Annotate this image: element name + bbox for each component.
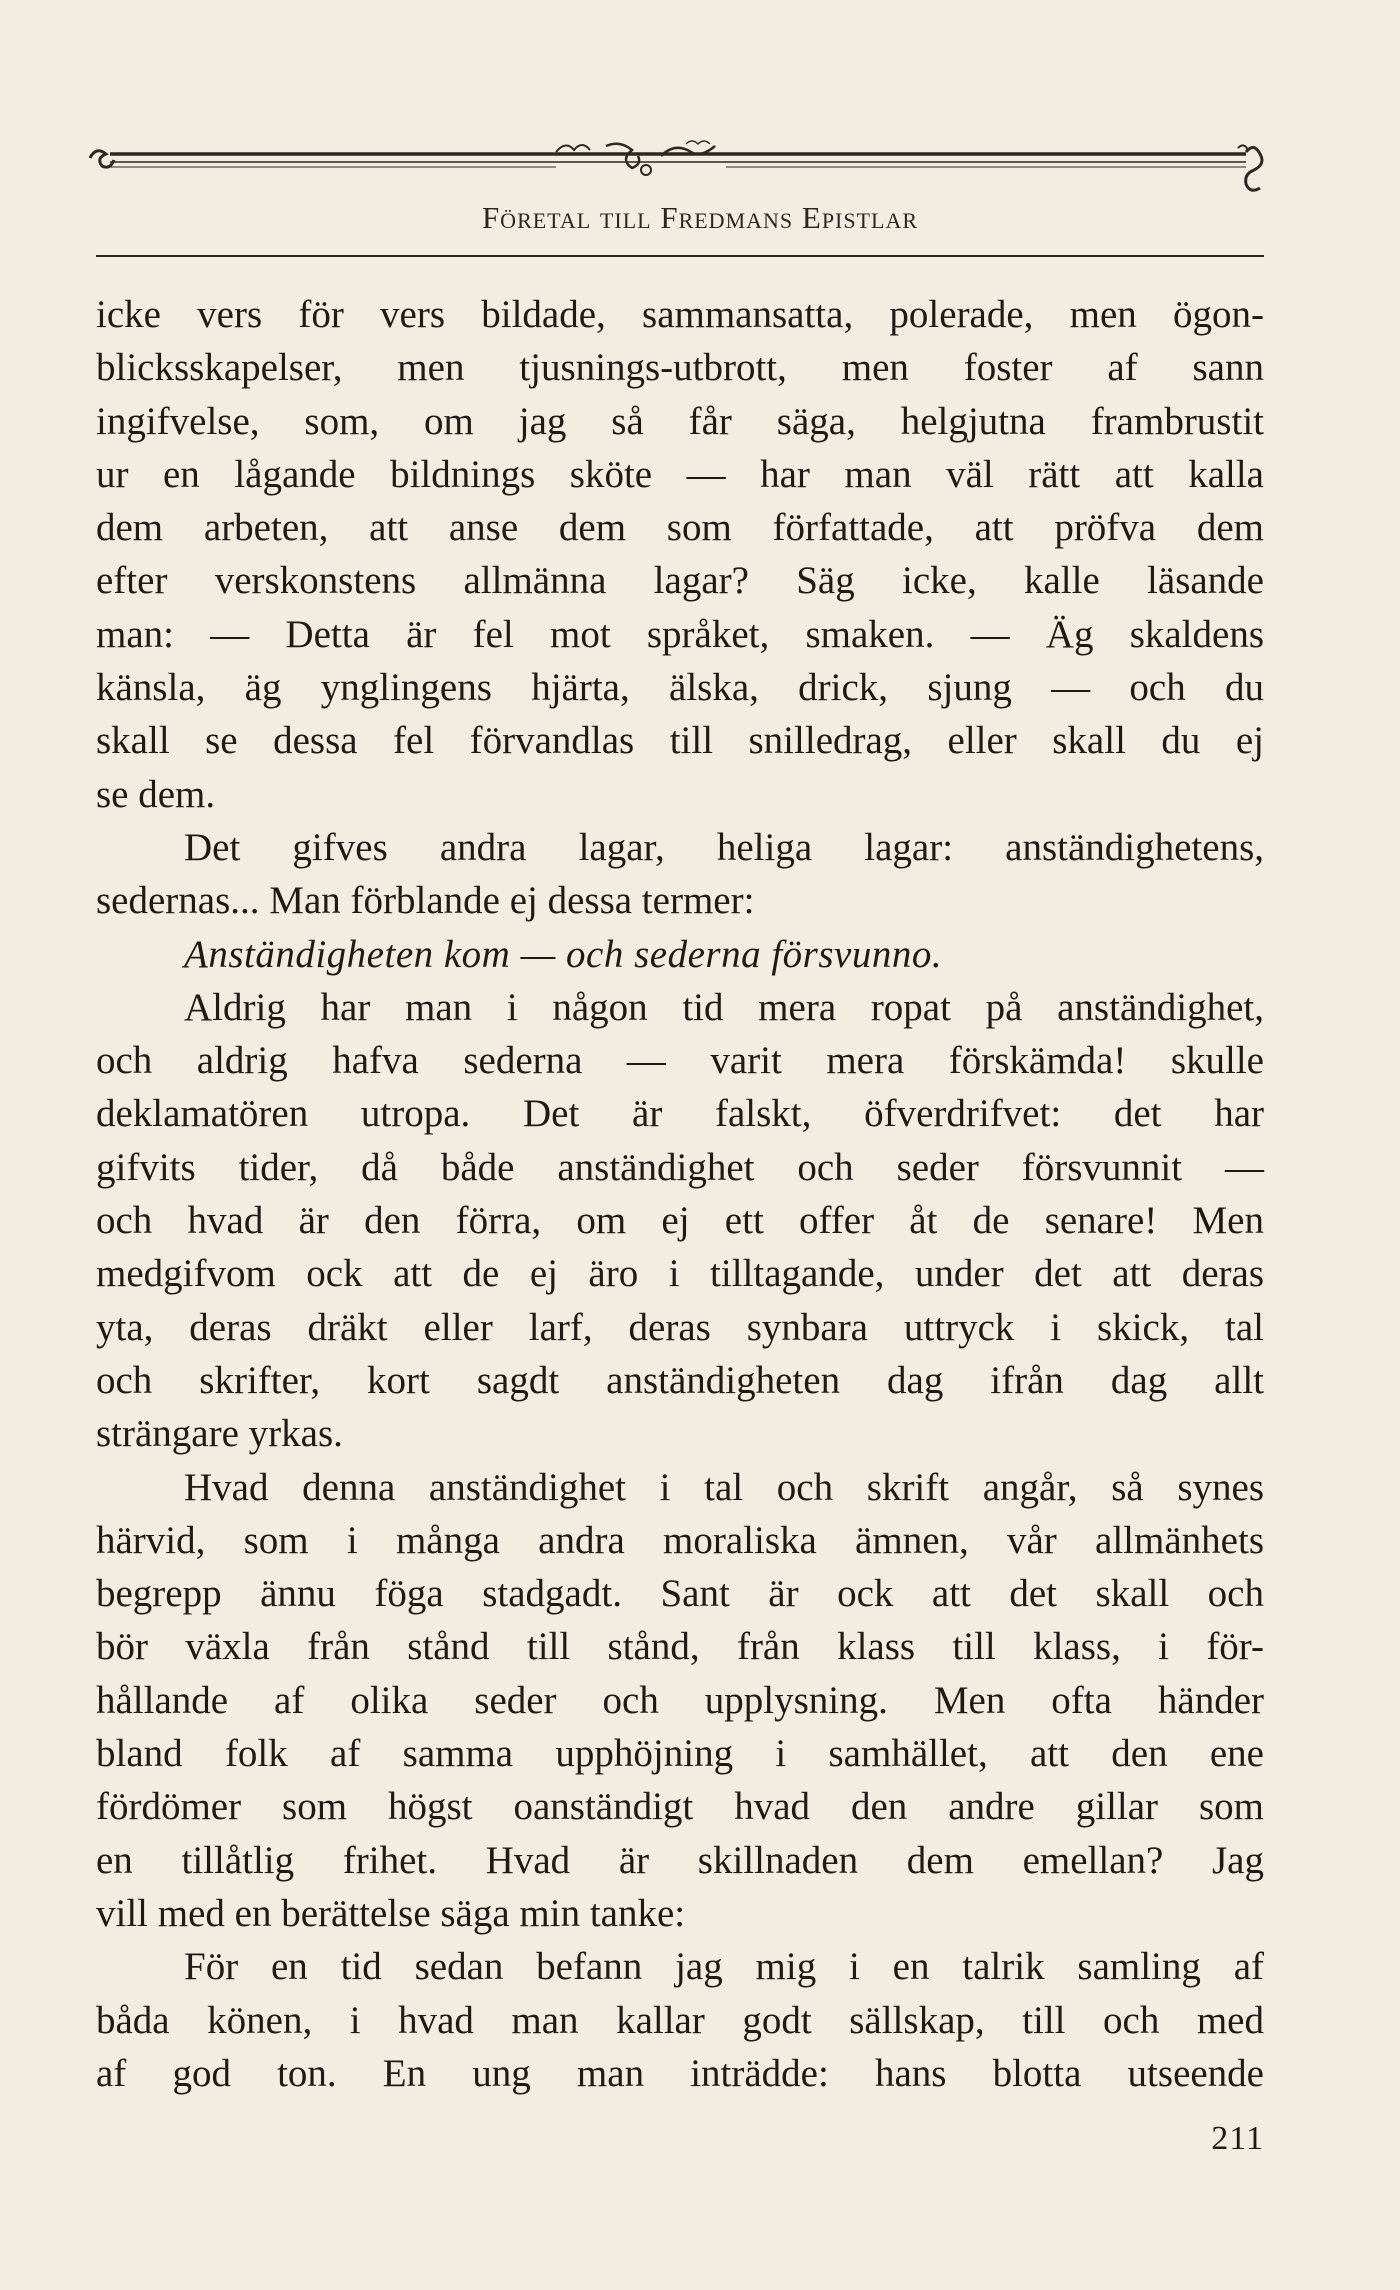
text-line: icke vers för vers bildade, sammansatta, polerade, men ögon-: [96, 293, 1264, 336]
text-line: blicksskapelser, men tjusnings-utbrott, men foster af sann: [96, 346, 1264, 390]
text-line: och skrifter, kort sagdt anständigheten dag ifrån dag allt: [96, 1358, 1264, 1402]
text-line: strängare yrkas.: [96, 1412, 343, 1456]
text-line: båda könen, i hvad man kallar godt sällskap, till och med: [96, 1998, 1264, 2042]
text-line: hållande af olika seder och upplysning. Men ofta händer: [96, 1678, 1264, 1722]
text-line: dem arbeten, att anse dem som författade, att pröfva dem: [96, 506, 1264, 550]
text-line: fördömer som högst oanständigt hvad den andre gillar som: [96, 1785, 1264, 1829]
text-line: yta, deras dräkt eller larf, deras synbara uttryck i skick, tal: [96, 1305, 1264, 1349]
text-line: Hvad denna anständighet i tal och skrift angår, så synes: [184, 1465, 1264, 1509]
text-line: härvid, som i många andra moraliska ämnen, vår allmänhets: [96, 1518, 1264, 1562]
text-line: begrepp ännu föga stadgadt. Sant är ock att det skall och: [96, 1572, 1264, 1616]
header-rule: [96, 255, 1264, 257]
text-line: ingifvelse, som, om jag så får säga, helgjutna frambrustit: [96, 399, 1264, 443]
text-line: efter verskonstens allmänna lagar? Säg icke, kalle läsande: [96, 559, 1264, 603]
text-line: af god ton. En ung man inträdde: hans blotta utseende: [96, 2051, 1264, 2095]
running-head: Företal till Fredmans Epistlar: [481, 200, 919, 235]
text-line: vill med en berättelse säga min tanke:: [96, 1891, 686, 1935]
text-line: sedernas... Man förblande ej dessa termer:: [96, 879, 755, 923]
text-line: Aldrig har man i någon tid mera ropat på anständighet,: [184, 985, 1264, 1029]
text-line: skall se dessa fel förvandlas till snilledrag, eller skall du ej: [96, 719, 1264, 763]
text-line: deklamatören utropa. Det är falskt, öfverdrifvet: det har: [96, 1092, 1264, 1136]
text-line: och aldrig hafva sederna — varit mera förskämda! skulle: [96, 1039, 1264, 1083]
page-number: 211: [1211, 2120, 1264, 2157]
text-line: se dem.: [96, 772, 216, 816]
text-line: bör växla från stånd till stånd, från klass till klass, i för-: [96, 1625, 1264, 1669]
text-line: gifvits tider, då både anständighet och seder försvunnit —: [96, 1145, 1264, 1189]
text-line: Anständigheten kom — och sederna försvunno.: [184, 932, 943, 976]
text-line: bland folk af samma upphöjning i samhället, att den ene: [96, 1732, 1264, 1776]
text-line: För en tid sedan befann jag mig i en talrik samling af: [184, 1945, 1264, 1989]
text-line: Det gifves andra lagar, heliga lagar: anständighetens,: [184, 825, 1264, 869]
text-line: medgifvom ock att de ej äro i tilltagande, under det att deras: [96, 1252, 1264, 1296]
body-text: [96, 288, 1264, 2100]
text-line: och hvad är den förra, om ej ett offer åt de senare! Men: [96, 1199, 1264, 1243]
text-line: en tillåtlig frihet. Hvad är skillnaden dem emellan? Jag: [96, 1838, 1264, 1882]
text-line: känsla, äg ynglingens hjärta, älska, drick, sjung — och du: [96, 666, 1264, 710]
header-ornament: [86, 138, 1272, 208]
text-line: ur en lågande bildnings sköte — har man väl rätt att kalla: [96, 452, 1264, 496]
text-line: man: — Detta är fel mot språket, smaken. — Äg skaldens: [96, 612, 1264, 656]
